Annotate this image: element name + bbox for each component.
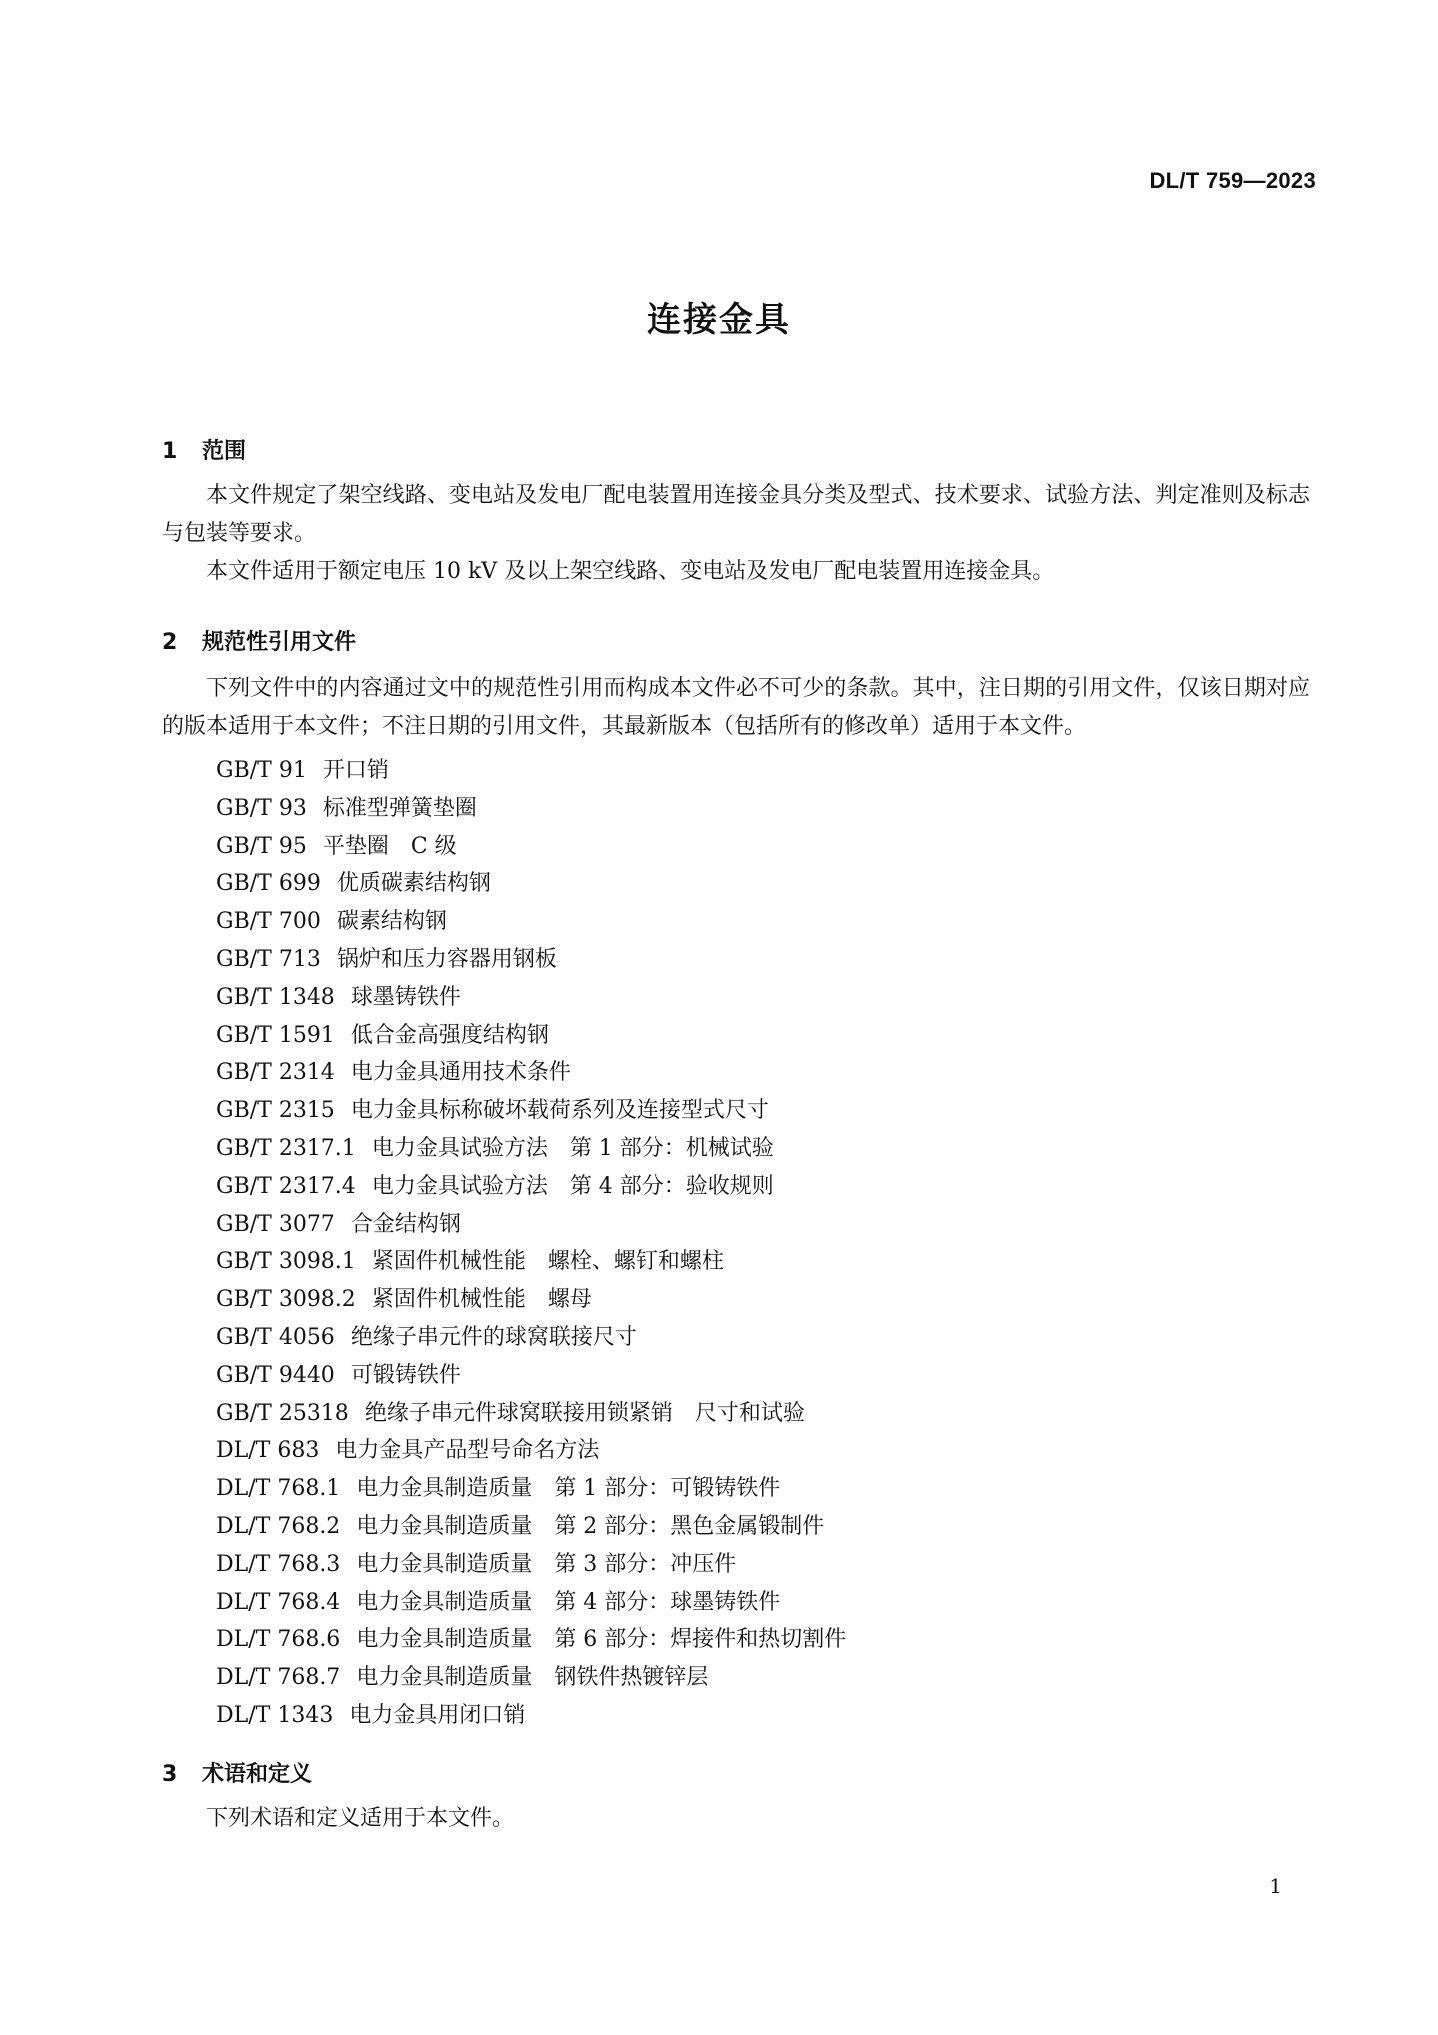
- reference-item: [216, 1697, 846, 1735]
- reference-title: 电力金具制造质量 第 2 部分：黑色金属锻制件: [356, 1513, 825, 1539]
- section-number: 3: [162, 1762, 178, 1787]
- reference-code: GB/T 2315: [216, 1098, 335, 1124]
- reference-title: 电力金具用闭口销: [349, 1702, 526, 1728]
- terms-intro-paragraph: 下列术语和定义适用于本文件。: [206, 1806, 515, 1831]
- reference-code: DL/T 768.7: [216, 1665, 341, 1691]
- section-title: 规范性引用文件: [202, 630, 357, 655]
- reference-item: [216, 790, 846, 828]
- reference-item: [216, 1470, 846, 1508]
- reference-title: 可锻铸铁件: [350, 1362, 461, 1388]
- reference-title: 绝缘子串元件的球窝联接尺寸: [350, 1324, 637, 1350]
- reference-code: GB/T 93: [216, 795, 307, 821]
- reference-code: DL/T 768.1: [216, 1476, 341, 1502]
- reference-code: GB/T 3098.2: [216, 1287, 356, 1313]
- references-intro-paragraph: 下列文件中的内容通过文中的规范性引用而构成本文件必不可少的条款。其中，注日期的引用文件，仅该日期对应的版本适用于本文件；不注日期的引用文件，其最新版本（包括所有的修改单）适用于本文件。: [162, 676, 1310, 739]
- reference-list: [216, 752, 846, 1735]
- reference-item: [216, 1395, 846, 1433]
- reference-code: DL/T 768.6: [216, 1627, 341, 1653]
- reference-title: 电力金具制造质量 钢铁件热镀锌层: [356, 1665, 709, 1691]
- scope-paragraph-2: 本文件适用于额定电压 10 kV 及以上架空线路、变电站及发电厂配电装置用连接金具。: [206, 559, 1055, 584]
- reference-code: GB/T 4056: [216, 1324, 335, 1350]
- reference-code: GB/T 2314: [216, 1060, 335, 1086]
- reference-code: GB/T 95: [216, 833, 307, 859]
- reference-item: [216, 1130, 846, 1168]
- reference-item: [216, 1584, 846, 1622]
- reference-title: 电力金具制造质量 第 1 部分：可锻铸铁件: [356, 1476, 781, 1502]
- reference-code: GB/T 3098.1: [216, 1249, 356, 1275]
- reference-title: 紧固件机械性能 螺母: [371, 1287, 592, 1313]
- reference-item: [216, 1508, 846, 1546]
- reference-code: GB/T 1348: [216, 984, 335, 1010]
- reference-code: GB/T 700: [216, 909, 321, 935]
- reference-title: 电力金具产品型号命名方法: [335, 1438, 600, 1464]
- reference-title: 碳素结构钢: [336, 909, 447, 935]
- section-heading-normative-references: [162, 625, 356, 656]
- reference-item: [216, 828, 846, 866]
- reference-code: DL/T 683: [216, 1438, 320, 1464]
- reference-code: DL/T 768.3: [216, 1551, 341, 1577]
- reference-code: GB/T 9440: [216, 1362, 335, 1388]
- reference-code: GB/T 25318: [216, 1400, 349, 1426]
- reference-code: GB/T 1591: [216, 1022, 335, 1048]
- reference-item: [216, 1206, 846, 1244]
- reference-title: 开口销: [322, 758, 389, 783]
- reference-title: 低合金高强度结构钢: [350, 1022, 549, 1048]
- section-number: 2: [162, 630, 178, 655]
- reference-title: 球墨铸铁件: [350, 984, 461, 1010]
- reference-title: 标准型弹簧垫圈: [322, 795, 477, 821]
- reference-item: [216, 941, 846, 979]
- section-heading-terms-definitions: [162, 1757, 312, 1788]
- section-title: 范围: [202, 439, 247, 464]
- reference-item: [216, 1621, 846, 1659]
- reference-item: [216, 1659, 846, 1697]
- reference-item: [216, 865, 846, 903]
- page-title: 连接金具: [647, 300, 791, 340]
- reference-item: [216, 1546, 846, 1584]
- reference-title: 锅炉和压力容器用钢板: [336, 946, 557, 972]
- reference-item: [216, 1054, 846, 1092]
- reference-code: DL/T 768.2: [216, 1513, 341, 1539]
- reference-title: 电力金具制造质量 第 3 部分：冲压件: [356, 1551, 737, 1577]
- reference-item: [216, 903, 846, 941]
- reference-code: GB/T 2317.4: [216, 1173, 356, 1199]
- reference-code: GB/T 699: [216, 871, 321, 897]
- reference-item: [216, 1357, 846, 1395]
- reference-title: 电力金具通用技术条件: [350, 1060, 571, 1086]
- section-heading-scope: [162, 434, 246, 465]
- reference-code: GB/T 713: [216, 946, 321, 972]
- reference-title: 优质碳素结构钢: [336, 871, 491, 897]
- reference-code: DL/T 1343: [216, 1702, 334, 1728]
- reference-title: 电力金具试验方法 第 1 部分：机械试验: [371, 1135, 774, 1161]
- reference-item: [216, 1092, 846, 1130]
- reference-title: 电力金具试验方法 第 4 部分：验收规则: [371, 1173, 774, 1199]
- reference-title: 电力金具制造质量 第 4 部分：球墨铸铁件: [356, 1589, 781, 1615]
- reference-code: DL/T 768.4: [216, 1589, 341, 1615]
- reference-title: 电力金具标称破坏载荷系列及连接型式尺寸: [350, 1098, 769, 1124]
- document-code: DL/T 759—2023: [1149, 168, 1316, 193]
- reference-item: [216, 1432, 846, 1470]
- reference-item: [216, 979, 846, 1017]
- scope-paragraph-1: 本文件规定了架空线路、变电站及发电厂配电装置用连接金具分类及型式、技术要求、试验方法、判定准则及标志与包装等要求。: [162, 483, 1310, 546]
- reference-code: GB/T 2317.1: [216, 1135, 356, 1161]
- reference-title: 平垫圈 C 级: [322, 833, 457, 859]
- reference-item: [216, 1319, 846, 1357]
- reference-title: 电力金具制造质量 第 6 部分：焊接件和热切割件: [356, 1627, 847, 1653]
- reference-title: 紧固件机械性能 螺栓、螺钉和螺柱: [371, 1249, 724, 1275]
- reference-item: [216, 1243, 846, 1281]
- section-title: 术语和定义: [202, 1762, 313, 1787]
- reference-code: GB/T 91: [216, 758, 307, 783]
- reference-item: [216, 752, 846, 790]
- reference-code: GB/T 3077: [216, 1211, 335, 1237]
- page-number: 1: [1269, 1874, 1282, 1898]
- section-number: 1: [162, 439, 178, 464]
- reference-item: [216, 1017, 846, 1055]
- reference-item: [216, 1281, 846, 1319]
- reference-title: 合金结构钢: [350, 1211, 461, 1237]
- reference-title: 绝缘子串元件球窝联接用锁紧销 尺寸和试验: [364, 1400, 805, 1426]
- reference-item: [216, 1168, 846, 1206]
